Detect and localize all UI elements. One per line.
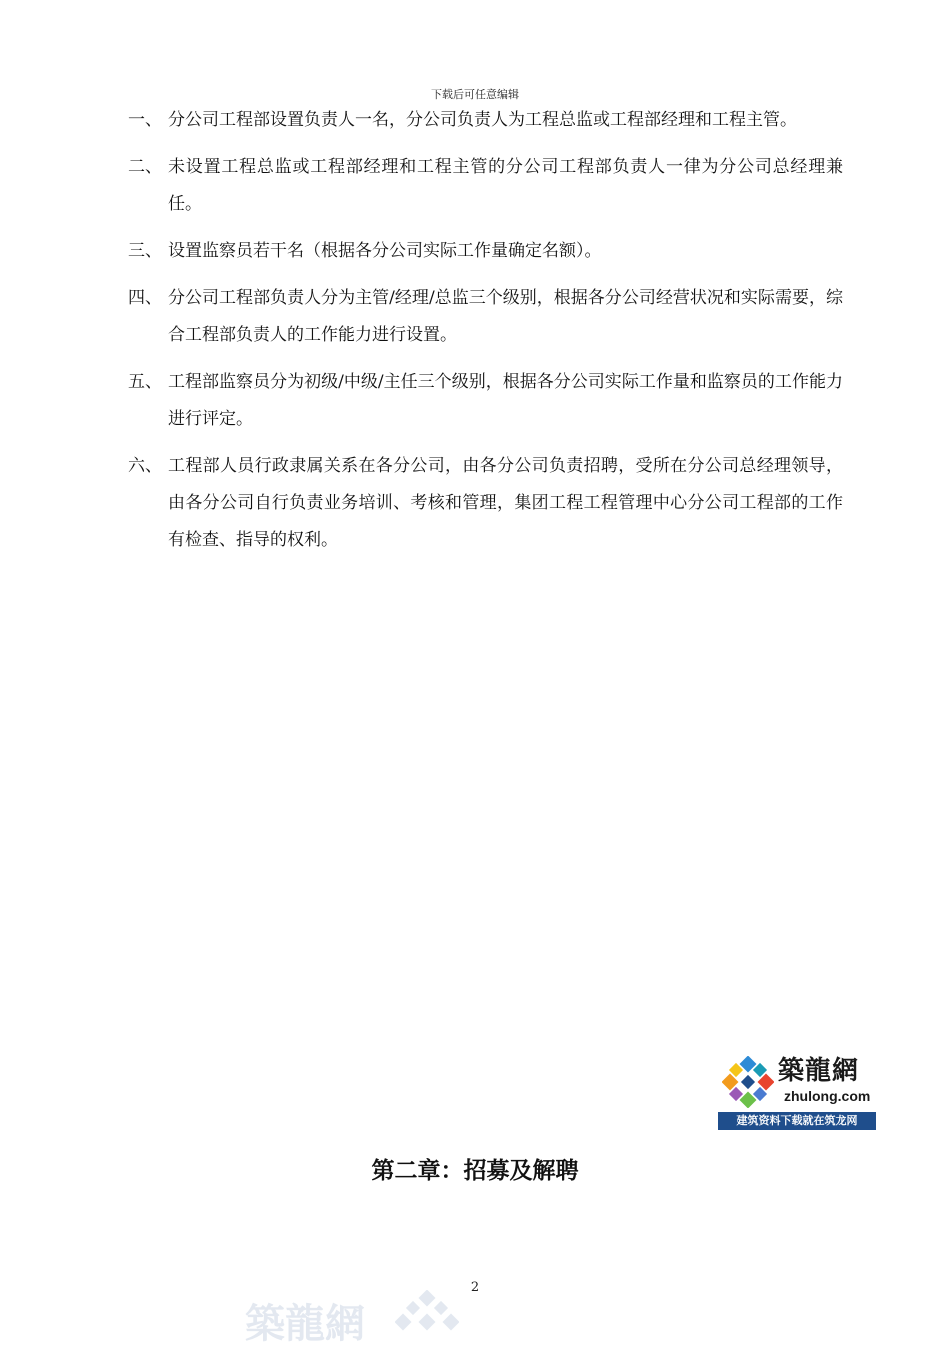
list-item (128, 448, 843, 559)
list-item-number: 五、 (128, 372, 162, 392)
list-item-number: 四、 (128, 288, 162, 308)
list-item-text: 未设置工程总监或工程部经理和工程主管的分公司工程部负责人一律为分公司总经理兼任。 (168, 157, 843, 214)
header-note: 下载后可任意编辑 (431, 88, 519, 101)
list-item-number: 三、 (128, 241, 162, 261)
list-item (128, 149, 843, 223)
logo-domain: zhulong.com (784, 1088, 871, 1104)
watermark-text: 築龍網 (245, 1301, 365, 1347)
list-item-number: 二、 (128, 157, 162, 177)
list-item (128, 233, 843, 270)
list-item (128, 280, 843, 354)
logo-top (718, 1052, 876, 1110)
list-item-text: 工程部人员行政隶属关系在各分公司，由各分公司负责招聘，受所在分公司总经理领导，由各分公司自行负责业务培训、考核和管理，集团工程工程管理中心分公司工程部的工作有检查、指导的权利。 (168, 456, 843, 550)
list-item-text: 分公司工程部负责人分为主管/经理/总监三个级别，根据各分公司经营状况和实际需要，综合工程部负责人的工作能力进行设置。 (168, 288, 843, 345)
snowflake-icon (722, 1056, 774, 1108)
watermark-snowflake-icon (395, 1290, 459, 1354)
list-item-text: 分公司工程部设置负责人一名，分公司负责人为工程总监或工程部经理和工程主管。 (168, 110, 797, 130)
list-item-text: 设置监察员若干名（根据各分公司实际工作量确定名额）。 (168, 241, 602, 261)
list-item (128, 364, 843, 438)
logo-slogan: 建筑资料下载就在筑龙网 (718, 1112, 876, 1130)
list-item-number: 六、 (128, 456, 162, 476)
list-item-number: 一、 (128, 110, 162, 130)
watermark (245, 1290, 545, 1347)
list-item-text: 工程部监察员分为初级/中级/主任三个级别，根据各分公司实际工作量和监察员的工作能力进行评定。 (168, 372, 843, 429)
numbered-list (128, 102, 843, 569)
chapter-title: 第二章：招募及解聘 (371, 1158, 579, 1184)
logo-chinese-name: 築龍網 (778, 1056, 860, 1086)
page-number: 2 (470, 1280, 480, 1295)
list-item (128, 102, 843, 139)
zhulong-logo (718, 1052, 876, 1130)
